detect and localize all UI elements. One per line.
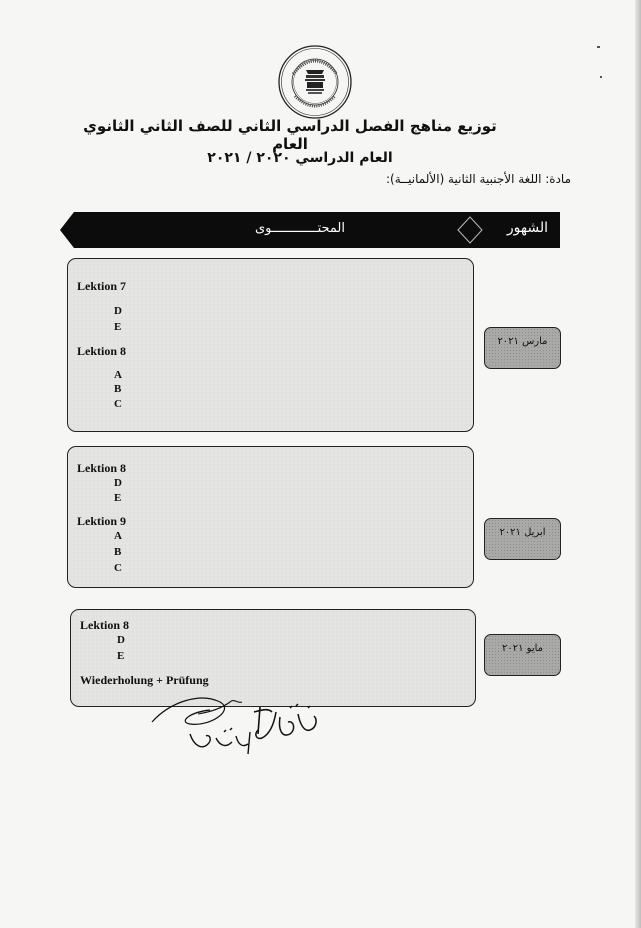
lektion-label: Lektion 8: [77, 461, 127, 475]
lektion-label: Lektion 9: [77, 514, 127, 528]
scan-speck: [597, 46, 600, 48]
part-label: D: [114, 305, 122, 317]
table-header-bar: [60, 212, 560, 248]
months-header: الشهور: [506, 220, 548, 236]
month-march: مارس ٢٠٢١: [484, 327, 561, 369]
part-label: E: [117, 650, 125, 662]
lektion-label: Lektion 8: [77, 344, 127, 358]
part-label: B: [114, 383, 122, 395]
ministry-seal-icon: [277, 44, 353, 120]
lektion-label: Lektion 7: [77, 279, 127, 293]
academic-year: العام الدراسي ٢٠٢٠ / ٢٠٢١: [207, 150, 393, 166]
lektion-label: Lektion 8: [80, 618, 130, 632]
part-label: A: [114, 369, 122, 381]
part-label: A: [114, 530, 122, 542]
review-exam-label: Wiederholung + Prüfung: [80, 673, 209, 687]
part-label: E: [114, 321, 122, 333]
part-label: D: [114, 477, 122, 489]
content-box-march: [67, 258, 474, 432]
page-title: توزيع مناهج الفصل الدراسي الثاني للصف الثاني الثانوي العام: [83, 117, 497, 153]
part-label: C: [114, 398, 122, 410]
subject-line: مادة: اللغة الأجنبية الثانية (الألمانيــة):: [385, 172, 571, 186]
handwritten-signature: [150, 672, 325, 762]
scan-speck: [600, 76, 602, 78]
content-header: المحتــــــــــــوى: [255, 221, 345, 236]
month-may: مايو ٢٠٢١: [484, 634, 561, 676]
part-label: E: [114, 492, 122, 504]
page-edge-shadow: [635, 0, 641, 928]
month-april: ابريل ٢٠٢١: [484, 518, 561, 560]
part-label: C: [114, 562, 122, 574]
part-label: D: [117, 634, 125, 646]
content-box-april: [67, 446, 474, 588]
part-label: B: [114, 546, 122, 558]
